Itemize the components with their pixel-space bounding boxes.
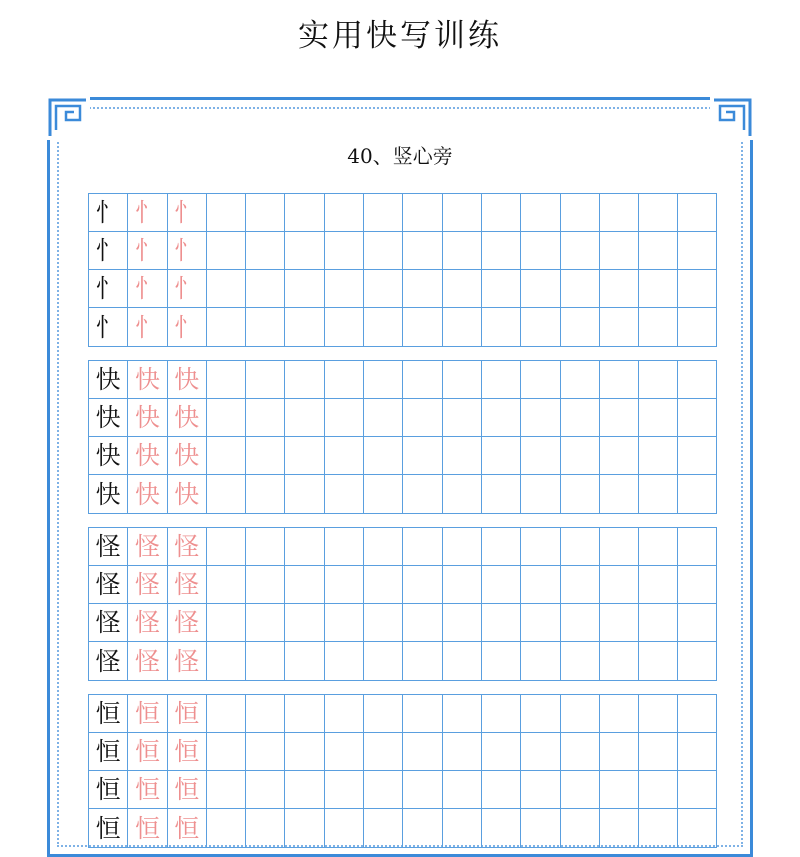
empty-practice-cell[interactable] xyxy=(443,566,482,603)
empty-practice-cell[interactable] xyxy=(600,604,639,641)
model-character: 恒 xyxy=(89,733,128,770)
empty-practice-cell[interactable] xyxy=(325,194,364,231)
grid-row xyxy=(89,437,716,475)
trace-character: 快 xyxy=(128,475,167,513)
grid-row xyxy=(89,733,716,771)
empty-practice-cell[interactable] xyxy=(325,270,364,307)
empty-practice-cell[interactable] xyxy=(482,733,521,770)
empty-practice-cell[interactable] xyxy=(678,604,717,641)
empty-practice-cell[interactable] xyxy=(207,232,246,269)
empty-practice-cell[interactable] xyxy=(364,642,403,680)
empty-practice-cell[interactable] xyxy=(246,642,285,680)
empty-practice-cell[interactable] xyxy=(678,528,717,565)
empty-practice-cell[interactable] xyxy=(561,771,600,808)
empty-practice-cell[interactable] xyxy=(403,308,442,346)
empty-practice-cell[interactable] xyxy=(403,475,442,513)
trace-character: 忄 xyxy=(168,308,207,346)
empty-practice-cell[interactable] xyxy=(207,270,246,307)
empty-practice-cell[interactable] xyxy=(246,232,285,269)
empty-practice-cell[interactable] xyxy=(285,399,324,436)
trace-character: 快 xyxy=(168,437,207,474)
empty-practice-cell[interactable] xyxy=(285,566,324,603)
empty-practice-cell[interactable] xyxy=(521,270,560,307)
corner-ornament-top-left xyxy=(46,96,90,140)
empty-practice-cell[interactable] xyxy=(521,232,560,269)
trace-character: 恒 xyxy=(168,809,207,847)
empty-practice-cell[interactable] xyxy=(600,733,639,770)
empty-practice-cell[interactable] xyxy=(443,437,482,474)
empty-practice-cell[interactable] xyxy=(561,566,600,603)
trace-character: 快 xyxy=(128,399,167,436)
empty-practice-cell[interactable] xyxy=(364,809,403,847)
empty-practice-cell[interactable] xyxy=(561,270,600,307)
trace-character: 忄 xyxy=(168,270,207,307)
empty-practice-cell[interactable] xyxy=(246,270,285,307)
empty-practice-cell[interactable] xyxy=(364,399,403,436)
empty-practice-cell[interactable] xyxy=(325,399,364,436)
lesson-title: 40、竖心旁 xyxy=(347,144,453,168)
grid-row xyxy=(89,270,716,308)
trace-character: 怪 xyxy=(168,604,207,641)
practice-grid xyxy=(88,527,717,681)
empty-practice-cell[interactable] xyxy=(678,809,717,847)
empty-practice-cell[interactable] xyxy=(482,361,521,398)
empty-practice-cell[interactable] xyxy=(207,733,246,770)
empty-practice-cell[interactable] xyxy=(246,604,285,641)
empty-practice-cell[interactable] xyxy=(364,361,403,398)
empty-practice-cell[interactable] xyxy=(246,733,285,770)
empty-practice-cell[interactable] xyxy=(678,695,717,732)
empty-practice-cell[interactable] xyxy=(403,399,442,436)
empty-practice-cell[interactable] xyxy=(600,695,639,732)
model-character: 快 xyxy=(89,361,128,398)
empty-practice-cell[interactable] xyxy=(246,528,285,565)
empty-practice-cell[interactable] xyxy=(364,437,403,474)
empty-practice-cell[interactable] xyxy=(285,361,324,398)
model-character: 恒 xyxy=(89,771,128,808)
empty-practice-cell[interactable] xyxy=(364,232,403,269)
empty-practice-cell[interactable] xyxy=(285,695,324,732)
empty-practice-cell[interactable] xyxy=(246,475,285,513)
empty-practice-cell[interactable] xyxy=(482,604,521,641)
empty-practice-cell[interactable] xyxy=(325,695,364,732)
grid-row xyxy=(89,308,716,346)
empty-practice-cell[interactable] xyxy=(639,232,678,269)
empty-practice-cell[interactable] xyxy=(561,399,600,436)
empty-practice-cell[interactable] xyxy=(482,566,521,603)
empty-practice-cell[interactable] xyxy=(639,566,678,603)
empty-practice-cell[interactable] xyxy=(443,475,482,513)
empty-practice-cell[interactable] xyxy=(443,695,482,732)
model-character: 忄 xyxy=(89,270,128,307)
empty-practice-cell[interactable] xyxy=(482,194,521,231)
trace-character: 快 xyxy=(128,361,167,398)
empty-practice-cell[interactable] xyxy=(482,399,521,436)
trace-character: 恒 xyxy=(128,733,167,770)
trace-character: 恒 xyxy=(168,733,207,770)
empty-practice-cell[interactable] xyxy=(325,475,364,513)
grid-row xyxy=(89,399,716,437)
trace-character: 恒 xyxy=(168,771,207,808)
empty-practice-cell[interactable] xyxy=(678,308,717,346)
grid-row xyxy=(89,361,716,399)
empty-practice-cell[interactable] xyxy=(443,308,482,346)
empty-practice-cell[interactable] xyxy=(207,566,246,603)
model-character: 恒 xyxy=(89,809,128,847)
empty-practice-cell[interactable] xyxy=(246,308,285,346)
trace-character: 快 xyxy=(128,437,167,474)
trace-character: 忄 xyxy=(168,194,207,231)
empty-practice-cell[interactable] xyxy=(521,361,560,398)
empty-practice-cell[interactable] xyxy=(521,194,560,231)
empty-practice-cell[interactable] xyxy=(443,399,482,436)
empty-practice-cell[interactable] xyxy=(600,399,639,436)
empty-practice-cell[interactable] xyxy=(521,308,560,346)
empty-practice-cell[interactable] xyxy=(678,771,717,808)
trace-character: 恒 xyxy=(128,809,167,847)
grid-row xyxy=(89,604,716,642)
empty-practice-cell[interactable] xyxy=(639,399,678,436)
empty-practice-cell[interactable] xyxy=(285,194,324,231)
model-character: 怪 xyxy=(89,604,128,641)
empty-practice-cell[interactable] xyxy=(285,642,324,680)
empty-practice-cell[interactable] xyxy=(521,566,560,603)
empty-practice-cell[interactable] xyxy=(364,270,403,307)
empty-practice-cell[interactable] xyxy=(561,733,600,770)
empty-practice-cell[interactable] xyxy=(600,194,639,231)
empty-practice-cell[interactable] xyxy=(364,528,403,565)
trace-character: 恒 xyxy=(168,695,207,732)
empty-practice-cell[interactable] xyxy=(403,232,442,269)
trace-character: 怪 xyxy=(128,566,167,603)
empty-practice-cell[interactable] xyxy=(246,695,285,732)
grid-row xyxy=(89,642,716,680)
empty-practice-cell[interactable] xyxy=(207,642,246,680)
empty-practice-cell[interactable] xyxy=(325,809,364,847)
empty-practice-cell[interactable] xyxy=(403,361,442,398)
empty-practice-cell[interactable] xyxy=(246,437,285,474)
empty-practice-cell[interactable] xyxy=(207,437,246,474)
empty-practice-cell[interactable] xyxy=(521,399,560,436)
empty-practice-cell[interactable] xyxy=(285,270,324,307)
empty-practice-cell[interactable] xyxy=(285,604,324,641)
empty-practice-cell[interactable] xyxy=(639,194,678,231)
empty-practice-cell[interactable] xyxy=(561,194,600,231)
empty-practice-cell[interactable] xyxy=(246,771,285,808)
trace-character: 怪 xyxy=(128,528,167,565)
empty-practice-cell[interactable] xyxy=(443,194,482,231)
empty-practice-cell[interactable] xyxy=(521,733,560,770)
empty-practice-cell[interactable] xyxy=(207,308,246,346)
empty-practice-cell[interactable] xyxy=(521,771,560,808)
empty-practice-cell[interactable] xyxy=(325,437,364,474)
empty-practice-cell[interactable] xyxy=(403,604,442,641)
empty-practice-cell[interactable] xyxy=(482,437,521,474)
practice-grid xyxy=(88,360,717,514)
empty-practice-cell[interactable] xyxy=(325,361,364,398)
trace-character: 快 xyxy=(168,399,207,436)
empty-practice-cell[interactable] xyxy=(246,566,285,603)
empty-practice-cell[interactable] xyxy=(639,475,678,513)
trace-character: 忄 xyxy=(128,308,167,346)
empty-practice-cell[interactable] xyxy=(561,809,600,847)
empty-practice-cell[interactable] xyxy=(207,361,246,398)
empty-practice-cell[interactable] xyxy=(364,733,403,770)
empty-practice-cell[interactable] xyxy=(678,361,717,398)
trace-character: 忄 xyxy=(128,194,167,231)
empty-practice-cell[interactable] xyxy=(639,528,678,565)
empty-practice-cell[interactable] xyxy=(639,642,678,680)
trace-character: 怪 xyxy=(168,642,207,680)
trace-character: 怪 xyxy=(128,642,167,680)
model-character: 忄 xyxy=(89,194,128,231)
empty-practice-cell[interactable] xyxy=(443,733,482,770)
empty-practice-cell[interactable] xyxy=(561,361,600,398)
empty-practice-cell[interactable] xyxy=(325,733,364,770)
empty-practice-cell[interactable] xyxy=(207,809,246,847)
empty-practice-cell[interactable] xyxy=(403,771,442,808)
empty-practice-cell[interactable] xyxy=(364,308,403,346)
empty-practice-cell[interactable] xyxy=(403,437,442,474)
empty-practice-cell[interactable] xyxy=(325,232,364,269)
trace-character: 快 xyxy=(168,475,207,513)
empty-practice-cell[interactable] xyxy=(678,399,717,436)
empty-practice-cell[interactable] xyxy=(600,642,639,680)
empty-practice-cell[interactable] xyxy=(639,771,678,808)
empty-practice-cell[interactable] xyxy=(678,475,717,513)
trace-character: 怪 xyxy=(168,566,207,603)
empty-practice-cell[interactable] xyxy=(639,361,678,398)
empty-practice-cell[interactable] xyxy=(639,733,678,770)
empty-practice-cell[interactable] xyxy=(403,695,442,732)
trace-character: 忄 xyxy=(168,232,207,269)
empty-practice-cell[interactable] xyxy=(521,437,560,474)
trace-character: 怪 xyxy=(168,528,207,565)
trace-character: 快 xyxy=(168,361,207,398)
grid-row xyxy=(89,566,716,604)
empty-practice-cell[interactable] xyxy=(600,361,639,398)
empty-practice-cell[interactable] xyxy=(521,475,560,513)
model-character: 恒 xyxy=(89,695,128,732)
empty-practice-cell[interactable] xyxy=(325,604,364,641)
empty-practice-cell[interactable] xyxy=(285,232,324,269)
empty-practice-cell[interactable] xyxy=(246,399,285,436)
empty-practice-cell[interactable] xyxy=(207,695,246,732)
trace-character: 恒 xyxy=(128,771,167,808)
empty-practice-cell[interactable] xyxy=(443,528,482,565)
empty-practice-cell[interactable] xyxy=(639,604,678,641)
empty-practice-cell[interactable] xyxy=(600,232,639,269)
model-character: 快 xyxy=(89,399,128,436)
empty-practice-cell[interactable] xyxy=(561,604,600,641)
model-character: 快 xyxy=(89,437,128,474)
empty-practice-cell[interactable] xyxy=(285,771,324,808)
empty-practice-cell[interactable] xyxy=(403,528,442,565)
practice-grid xyxy=(88,193,717,347)
empty-practice-cell[interactable] xyxy=(678,270,717,307)
empty-practice-cell[interactable] xyxy=(521,528,560,565)
empty-practice-cell[interactable] xyxy=(600,270,639,307)
empty-practice-cell[interactable] xyxy=(639,809,678,847)
empty-practice-cell[interactable] xyxy=(639,308,678,346)
empty-practice-cell[interactable] xyxy=(639,437,678,474)
trace-character: 忄 xyxy=(128,270,167,307)
empty-practice-cell[interactable] xyxy=(600,475,639,513)
trace-character: 怪 xyxy=(128,604,167,641)
empty-practice-cell[interactable] xyxy=(207,475,246,513)
empty-practice-cell[interactable] xyxy=(482,642,521,680)
empty-practice-cell[interactable] xyxy=(561,642,600,680)
trace-character: 忄 xyxy=(128,232,167,269)
empty-practice-cell[interactable] xyxy=(600,437,639,474)
empty-practice-cell[interactable] xyxy=(207,528,246,565)
empty-practice-cell[interactable] xyxy=(403,809,442,847)
empty-practice-cell[interactable] xyxy=(678,733,717,770)
empty-practice-cell[interactable] xyxy=(364,604,403,641)
empty-practice-cell[interactable] xyxy=(482,308,521,346)
empty-practice-cell[interactable] xyxy=(364,475,403,513)
grid-row xyxy=(89,771,716,809)
empty-practice-cell[interactable] xyxy=(285,475,324,513)
empty-practice-cell[interactable] xyxy=(561,308,600,346)
empty-practice-cell[interactable] xyxy=(443,361,482,398)
empty-practice-cell[interactable] xyxy=(482,475,521,513)
empty-practice-cell[interactable] xyxy=(600,308,639,346)
empty-practice-cell[interactable] xyxy=(561,475,600,513)
page-title: 实用快写训练 xyxy=(298,18,502,54)
model-character: 怪 xyxy=(89,642,128,680)
model-character: 忄 xyxy=(89,308,128,346)
empty-practice-cell[interactable] xyxy=(639,270,678,307)
empty-practice-cell[interactable] xyxy=(443,604,482,641)
empty-practice-cell[interactable] xyxy=(285,528,324,565)
empty-practice-cell[interactable] xyxy=(325,642,364,680)
empty-practice-cell[interactable] xyxy=(325,771,364,808)
empty-practice-cell[interactable] xyxy=(521,809,560,847)
grid-row xyxy=(89,194,716,232)
grid-row xyxy=(89,809,716,847)
empty-practice-cell[interactable] xyxy=(403,194,442,231)
empty-practice-cell[interactable] xyxy=(207,604,246,641)
empty-practice-cell[interactable] xyxy=(246,809,285,847)
empty-practice-cell[interactable] xyxy=(403,270,442,307)
empty-practice-cell[interactable] xyxy=(207,771,246,808)
empty-practice-cell[interactable] xyxy=(207,194,246,231)
empty-practice-cell[interactable] xyxy=(207,399,246,436)
empty-practice-cell[interactable] xyxy=(521,695,560,732)
empty-practice-cell[interactable] xyxy=(443,771,482,808)
empty-practice-cell[interactable] xyxy=(325,566,364,603)
empty-practice-cell[interactable] xyxy=(639,695,678,732)
empty-practice-cell[interactable] xyxy=(285,733,324,770)
empty-practice-cell[interactable] xyxy=(561,695,600,732)
empty-practice-cell[interactable] xyxy=(678,642,717,680)
grid-row xyxy=(89,232,716,270)
empty-practice-cell[interactable] xyxy=(403,733,442,770)
empty-practice-cell[interactable] xyxy=(443,232,482,269)
empty-practice-cell[interactable] xyxy=(364,695,403,732)
empty-practice-cell[interactable] xyxy=(285,809,324,847)
empty-practice-cell[interactable] xyxy=(678,194,717,231)
empty-practice-cell[interactable] xyxy=(325,308,364,346)
empty-practice-cell[interactable] xyxy=(600,528,639,565)
empty-practice-cell[interactable] xyxy=(600,566,639,603)
model-character: 忄 xyxy=(89,232,128,269)
empty-practice-cell[interactable] xyxy=(600,809,639,847)
empty-practice-cell[interactable] xyxy=(482,528,521,565)
empty-practice-cell[interactable] xyxy=(600,771,639,808)
empty-practice-cell[interactable] xyxy=(364,771,403,808)
empty-practice-cell[interactable] xyxy=(521,604,560,641)
empty-practice-cell[interactable] xyxy=(678,566,717,603)
empty-practice-cell[interactable] xyxy=(403,566,442,603)
empty-practice-cell[interactable] xyxy=(678,437,717,474)
empty-practice-cell[interactable] xyxy=(482,232,521,269)
empty-practice-cell[interactable] xyxy=(443,270,482,307)
corner-ornament-top-right xyxy=(710,96,754,140)
empty-practice-cell[interactable] xyxy=(561,437,600,474)
model-character: 怪 xyxy=(89,566,128,603)
empty-practice-cell[interactable] xyxy=(678,232,717,269)
empty-practice-cell[interactable] xyxy=(285,308,324,346)
empty-practice-cell[interactable] xyxy=(561,528,600,565)
empty-practice-cell[interactable] xyxy=(246,361,285,398)
empty-practice-cell[interactable] xyxy=(443,642,482,680)
empty-practice-cell[interactable] xyxy=(482,270,521,307)
empty-practice-cell[interactable] xyxy=(246,194,285,231)
empty-practice-cell[interactable] xyxy=(325,528,364,565)
trace-character: 恒 xyxy=(128,695,167,732)
empty-practice-cell[interactable] xyxy=(482,695,521,732)
empty-practice-cell[interactable] xyxy=(364,194,403,231)
empty-practice-cell[interactable] xyxy=(285,437,324,474)
practice-grid xyxy=(88,694,717,848)
grid-row xyxy=(89,475,716,513)
grid-row xyxy=(89,695,716,733)
empty-practice-cell[interactable] xyxy=(364,566,403,603)
empty-practice-cell[interactable] xyxy=(561,232,600,269)
empty-practice-cell[interactable] xyxy=(521,642,560,680)
empty-practice-cell[interactable] xyxy=(482,771,521,808)
model-character: 怪 xyxy=(89,528,128,565)
empty-practice-cell[interactable] xyxy=(403,642,442,680)
model-character: 快 xyxy=(89,475,128,513)
grid-row xyxy=(89,528,716,566)
empty-practice-cell[interactable] xyxy=(482,809,521,847)
empty-practice-cell[interactable] xyxy=(443,809,482,847)
